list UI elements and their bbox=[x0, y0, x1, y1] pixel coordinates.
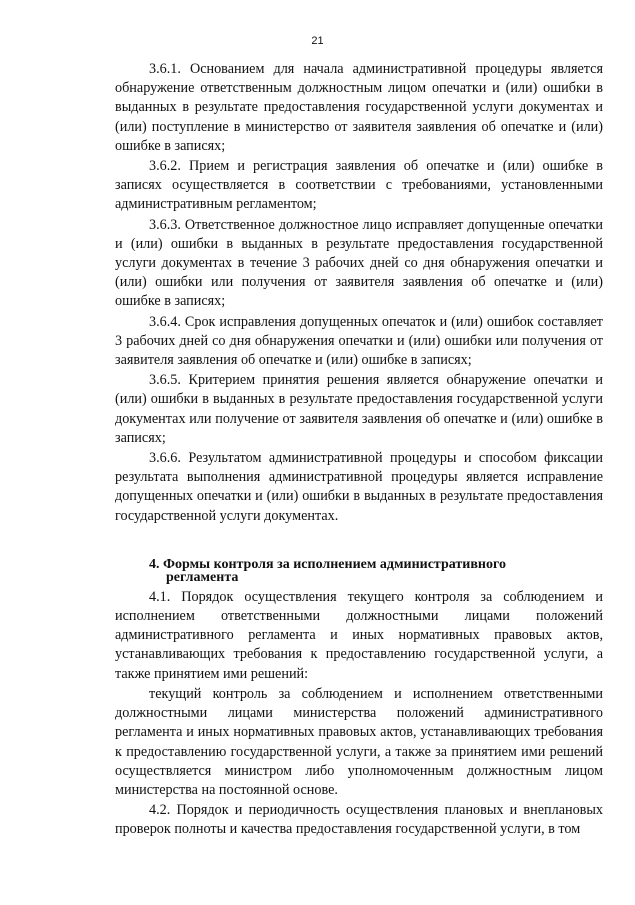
paragraph-3-6-4: 3.6.4. Срок исправления допущенных опечаток и (или) ошибок составляет 3 рабочих дней со дня обнаружения опечатки и (или) ошибки или получения от заявителя заявления об опечатке и (или) ошибке в записях; bbox=[115, 313, 603, 369]
paragraph-4-2: 4.2. Порядок и периодичность осуществления плановых и внеплановых проверок полноты и качества предоставления государственной услуги, в том bbox=[115, 802, 603, 838]
section-4-body bbox=[115, 588, 603, 840]
section-4-heading-line-1: 4. Формы контроля за исполнением административного bbox=[149, 556, 506, 572]
paragraph-3-6-1: 3.6.1. Основанием для начала административной процедуры является обнаружение ответственным должностным лицом опечатки и (или) ошибки в выданных в результате предоставления государственной услуги документах и (или) поступление в министерство от заявителя заявления об опечатке и (или) ошибке в записях; bbox=[115, 61, 603, 154]
paragraph-3-6-5: 3.6.5. Критерием принятия решения является обнаружение опечатки и (или) ошибки в выданных в результате предоставления государственной услуги документах или получение от заявителя заявления об опечатке и (или) ошибке в записях; bbox=[115, 372, 603, 446]
document-body bbox=[115, 60, 603, 841]
paragraph-3-6-2: 3.6.2. Прием и регистрация заявления об опечатке и (или) ошибке в записях осуществляется в соответствии с требованиями, установленными административным регламентом; bbox=[115, 158, 603, 213]
page-number: 21 bbox=[311, 35, 324, 47]
paragraph-3-6-3: 3.6.3. Ответственное должностное лицо исправляет допущенные опечатки и (или) ошибки в выданных в результате предоставления государственной услуги документах в течение 3 рабочих дней со дня обнаружения опечатки и (или) ошибки или получения от заявителя заявления об опечатке и (или) ошибке в записях; bbox=[115, 216, 603, 310]
paragraph-current-control: текущий контроль за соблюдением и исполнением ответственными должностными лицами министерства положений административного регламента и иных нормативных правовых актов, устанавливающих требования к предоставлению государственной услуги, а также за принятием ими решений осуществляется министром либо уполномоченным должностным лицом министерства на постоянной основе. bbox=[115, 685, 603, 798]
section-4-heading-line-2: регламента bbox=[166, 569, 239, 585]
paragraph-3-6-6: 3.6.6. Результатом административной процедуры и способом фиксации результата выполнения административной процедуры является исправление допущенных опечатки и (или) ошибки в выданных в результате предоставления государственной услуги документах. bbox=[115, 450, 603, 524]
section-4-heading bbox=[115, 558, 603, 584]
paragraph-4-1: 4.1. Порядок осуществления текущего контроля за соблюдением и исполнением ответственными должностными лицами положений административного регламента и иных нормативных правовых актов, устанавливающих требования к предоставлению государственной услуги, а также принятием ими решений: bbox=[115, 588, 603, 682]
